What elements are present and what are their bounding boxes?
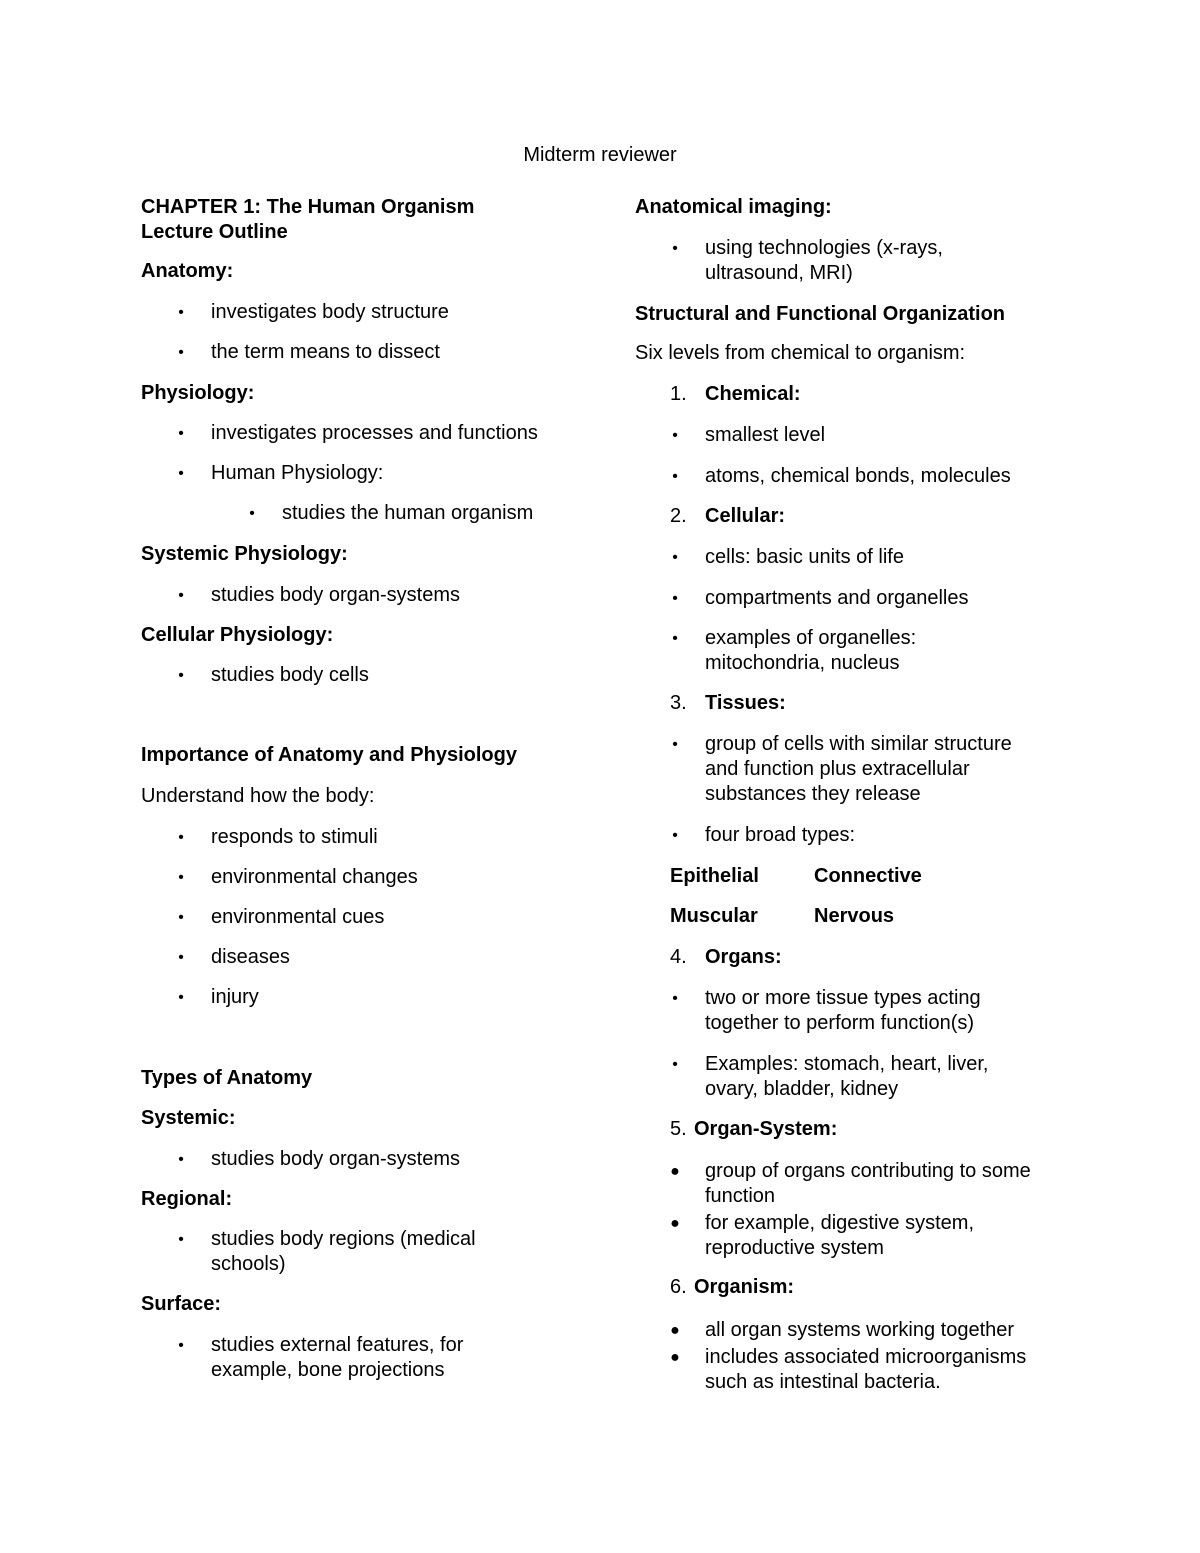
list-item-text: atoms, chemical bonds, molecules [705,465,1011,487]
list-item [635,586,1075,611]
list-item [635,423,1075,448]
list-item [635,236,1075,286]
list-item-text: studies the human organism [282,502,534,524]
bullet-icon: • [178,343,184,361]
bullet-icon: • [178,425,184,442]
level-number: 1. [670,383,687,405]
bullet-icon: • [178,908,184,926]
section-heading: Anatomy: [141,260,234,282]
tissue-type: Epithelial [670,865,759,887]
bullet-icon: • [178,465,184,482]
bullet-icon: • [178,988,184,1006]
tissue-types-row [635,904,1075,929]
bullet-icon: • [178,828,184,846]
bullet-icon: • [178,667,184,684]
level-heading [635,691,1075,716]
list-item-text: examples of organelles: [705,627,917,649]
list-item-text: investigates body structure [211,300,449,323]
list-item-text: environmental changes [211,865,418,888]
list-item-text: together to perform function(s) [705,1012,975,1034]
list-item [635,545,1075,570]
list-item-text: smallest level [705,424,826,446]
tissue-type: Muscular [670,905,758,927]
list-item-text: environmental cues [211,905,385,928]
section-heading: Structural and Functional Organization [635,302,1006,325]
left-column [141,195,581,1383]
list-item [141,663,581,688]
list-item-text: compartments and organelles [705,587,969,609]
bullet-icon: ● [670,1163,680,1180]
level-label: Cellular: [705,505,786,527]
list-item [141,985,581,1010]
level-heading [635,504,1075,529]
list-item-text: injury [211,985,259,1008]
bullet-icon: • [672,630,678,647]
level-heading [635,382,1075,407]
level-number: 6. [670,1276,687,1298]
bullet-icon: • [178,948,184,966]
list-item [141,340,581,365]
bullet-icon: • [178,303,184,321]
list-item [141,300,581,325]
list-item [141,1227,581,1277]
list-item-text: Examples: stomach, heart, liver, [705,1053,989,1075]
list-item-text: group of organs contributing to some [705,1160,1031,1182]
list-item [141,461,581,486]
list-item [141,1147,581,1172]
list-item-text: studies body cells [211,664,369,686]
bullet-icon: • [672,1056,678,1073]
list-item-text: mitochondria, nucleus [705,652,900,674]
list-item [635,732,1075,807]
level-number: 3. [670,692,687,714]
subsection-heading: Systemic: [141,1107,236,1129]
level-number: 2. [670,505,687,527]
list-item-text: includes associated microorganisms [705,1346,1027,1368]
list-item [635,626,1075,676]
intro-text: Six levels from chemical to organism: [635,342,966,364]
list-item-text: function [705,1185,776,1207]
bullet-icon: • [178,1231,184,1248]
list-item-text: substances they release [705,783,921,805]
sub-list-item [141,501,581,526]
bullet-icon: • [178,1150,184,1168]
section-heading: Types of Anatomy [141,1066,313,1089]
list-item [635,464,1075,489]
bullet-icon: ● [670,1322,680,1339]
subsection-heading: Regional: [141,1187,233,1210]
list-item-text: reproductive system [705,1237,884,1259]
bullet-icon: ● [670,1215,680,1232]
subsection-heading: Surface: [141,1293,222,1315]
level-label: Organs: [705,946,782,968]
list-item-text: diseases [211,945,290,968]
level-label: Organism: [694,1276,795,1298]
bullet-icon: • [178,1336,184,1354]
level-heading [635,1275,1075,1300]
document-title: Midterm reviewer [523,144,677,166]
list-item-text: using technologies (x-rays, [705,236,943,259]
bullet-icon: • [178,868,184,886]
list-item [635,1159,1075,1209]
bullet-icon: • [672,827,678,844]
list-item-text: schools) [211,1253,286,1275]
list-item-text: ultrasound, MRI) [705,261,853,284]
chapter-heading-line: Lecture Outline [141,220,288,243]
list-item-text: the term means to dissect [211,340,440,363]
level-number: 4. [670,946,687,968]
list-item-text: Human Physiology: [211,462,384,484]
list-item [635,1211,1075,1261]
list-item [635,1345,1075,1395]
list-item-text: group of cells with similar structure [705,733,1012,755]
level-heading [635,945,1075,970]
bullet-icon: • [249,505,255,522]
bullet-icon: • [672,549,678,566]
section-heading: Anatomical imaging: [635,196,832,218]
bullet-icon: • [672,736,678,753]
list-item [635,986,1075,1036]
list-item-text: cells: basic units of life [705,546,904,568]
list-item-text: responds to stimuli [211,825,378,848]
level-label: Chemical: [705,383,801,405]
list-item [635,1052,1075,1102]
level-label: Tissues: [705,692,786,714]
list-item-text: studies body regions (medical [211,1228,476,1250]
bullet-icon: • [672,468,678,485]
bullet-icon: • [672,590,678,607]
list-item-text: studies external features, for [211,1333,464,1356]
list-item [141,421,581,446]
list-item-text: for example, digestive system, [705,1212,974,1234]
list-item-text: four broad types: [705,824,856,846]
list-item [141,825,581,850]
section-heading: Physiology: [141,381,255,404]
right-column [635,195,1075,1395]
level-label: Organ-System: [694,1118,838,1140]
bullet-icon: • [672,239,678,257]
tissue-types-row [635,864,1075,889]
tissue-type: Connective [814,865,922,887]
list-item [635,823,1075,848]
list-item-text: example, bone projections [211,1358,445,1381]
list-item-text: investigates processes and functions [211,422,538,444]
list-item [141,905,581,930]
list-item [141,945,581,970]
list-item [141,865,581,890]
chapter-heading-line: CHAPTER 1: The Human Organism [141,196,475,218]
list-item-text: two or more tissue types acting [705,987,981,1009]
list-item-text: studies body organ-systems [211,583,461,606]
list-item-text: and function plus extracellular [705,758,970,780]
section-heading: Cellular Physiology: [141,623,334,646]
bullet-icon: ● [670,1349,680,1366]
list-item-text: all organ systems working together [705,1319,1015,1341]
intro-text: Understand how the body: [141,784,375,807]
level-number: 5. [670,1118,687,1140]
level-heading [635,1117,1075,1142]
section-heading: Systemic Physiology: [141,543,348,565]
list-item [635,1318,1075,1343]
list-item [141,583,581,608]
list-item-text: such as intestinal bacteria. [705,1371,941,1393]
tissue-type: Nervous [814,905,895,927]
list-item [141,1333,581,1383]
list-item-text: studies body organ-systems [211,1147,461,1170]
bullet-icon: • [672,990,678,1007]
bullet-icon: • [672,427,678,444]
chapter-heading [141,195,581,244]
section-heading: Importance of Anatomy and Physiology [141,744,517,766]
bullet-icon: • [178,586,184,604]
list-item-text: ovary, bladder, kidney [705,1078,899,1100]
